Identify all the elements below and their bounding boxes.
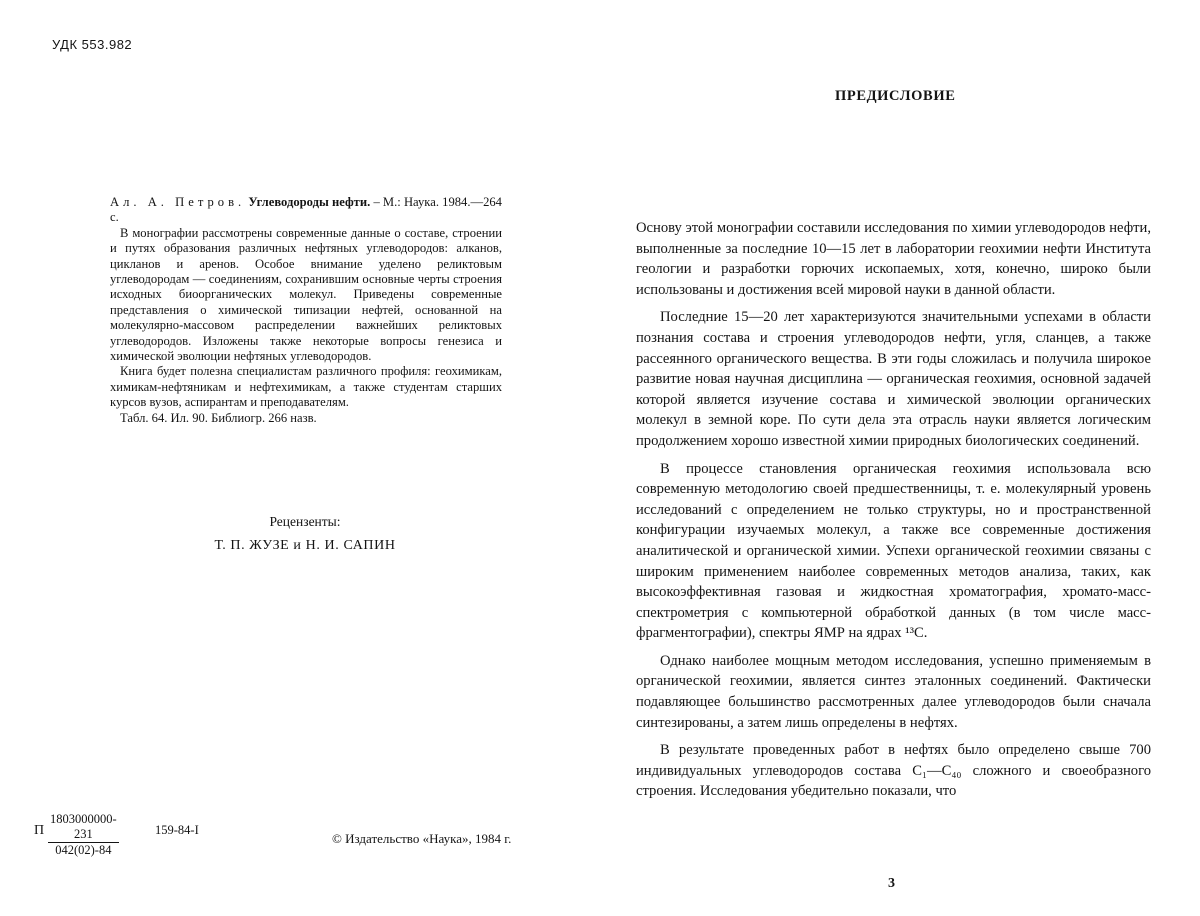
preface-body (636, 218, 1151, 809)
abstract-paragraph: В монографии рассмотрены современные данные о составе, строении и путях образования различных нефтяных углеводородов: алканов, цикланов и аренов. Особое внимание уделено реликтовым углеводородам — соединениям, сохранившим основные черты строения исходных биоорганических молекул. Приведены современные представления о химической типизации нефтей, основанной на молекулярно-массовом распределении важнейших реликтовых углеводородов. Изложены также некоторые вопросы генезиса и химической эволюции нефтяных углеводородов. (110, 225, 502, 364)
reviewers-label: Рецензенты: (269, 514, 341, 529)
index-denominator: 042(02)-84 (55, 843, 112, 857)
udc-code: УДК 553.982 (52, 37, 133, 52)
bibliographic-record (110, 195, 502, 426)
index-suffix: 159-84-I (155, 823, 199, 837)
author-name: Ал. А. Петров. (110, 195, 246, 209)
abstract-paragraph: Книга будет полезна специалистам различного профиля: геохимикам, химикам-нефтяникам и нефтехимикам, а также студентам старших курсов вузов, аспирантам и преподавателям. (110, 364, 502, 410)
preface-paragraph: Однако наиболее мощным методом исследования, успешно применяемым в органической геохимии, является синтез эталонных соединений. Фактически подавляющее большинство рассмотренных далее углеводородов были сначала синтезированы, а затем лишь определены в нефтях. (636, 652, 1151, 731)
index-prefix: П (34, 823, 45, 838)
copyright-notice: © Издательство «Наука», 1984 г. (332, 831, 512, 846)
imprint: – М.: Наука. 1984.—264 с. (110, 195, 502, 225)
abstract-paragraph: Табл. 64. Ил. 90. Библиогр. 266 назв. (120, 410, 317, 425)
preface-paragraph: Последние 15—20 лет характеризуются значительными успехами в области познания состава и строения углеводородов нефти, угля, сланцев, а также рассеянного органического вещества. В эти годы сложилась и получила широкое развитие новая научная дисциплина — органическая геохимия, основной задачей которой является изучение состава и химической эволюции органических молекул в земной коре. По сути дела эта отрасль науки является логическим продолжением хорошо известной химии природных биологических соединений. (636, 309, 1151, 449)
page-title: ПРЕДИСЛОВИЕ (835, 88, 956, 104)
index-fraction (48, 812, 119, 858)
reviewers-names: Т. П. ЖУЗЕ и Н. И. САПИН (214, 538, 396, 553)
preface-paragraph: В результате проведенных работ в нефтях было определено свыше 700 индивидуальных углеводородов состава С₁—С₄₀ сложного и своеобразного строения. Исследования убедительно показали, что (636, 742, 1151, 800)
page-number: 3 (888, 876, 895, 891)
preface-paragraph: В процессе становления органическая геохимия использовала всю современную методологию своей предшественницы, т. е. молекулярный уровень исследований с определением не только структуры, но и пространственной конфигурации изучаемых молекул, а также все современные достижения аналитической и органической химии. Успехи органической геохимии связаны с широким применением наиболее современных методов анализа, таких, как высокоэффективная газовая и жидкостная хроматография, хромато-масс-спектрометрия с компьютерной обработкой данных (в том числе масс-фрагментографии), спектры ЯМР на ядрах ¹³С. (636, 460, 1151, 642)
index-numerator: 1803000000-231 (50, 812, 117, 841)
book-title: Углеводороды нефти. (248, 195, 371, 209)
reviewers-block (150, 514, 460, 554)
preface-paragraph: Основу этой монографии составили исследования по химии углеводородов нефти, выполненные за последние 10—15 лет в лаборатории геохимии нефти Института геологии и разработки горючих ископаемых, хотя, конечно, широко были использованы и достижения всей мировой науки в данной области. (636, 220, 1151, 298)
biblio-entry (110, 195, 502, 226)
